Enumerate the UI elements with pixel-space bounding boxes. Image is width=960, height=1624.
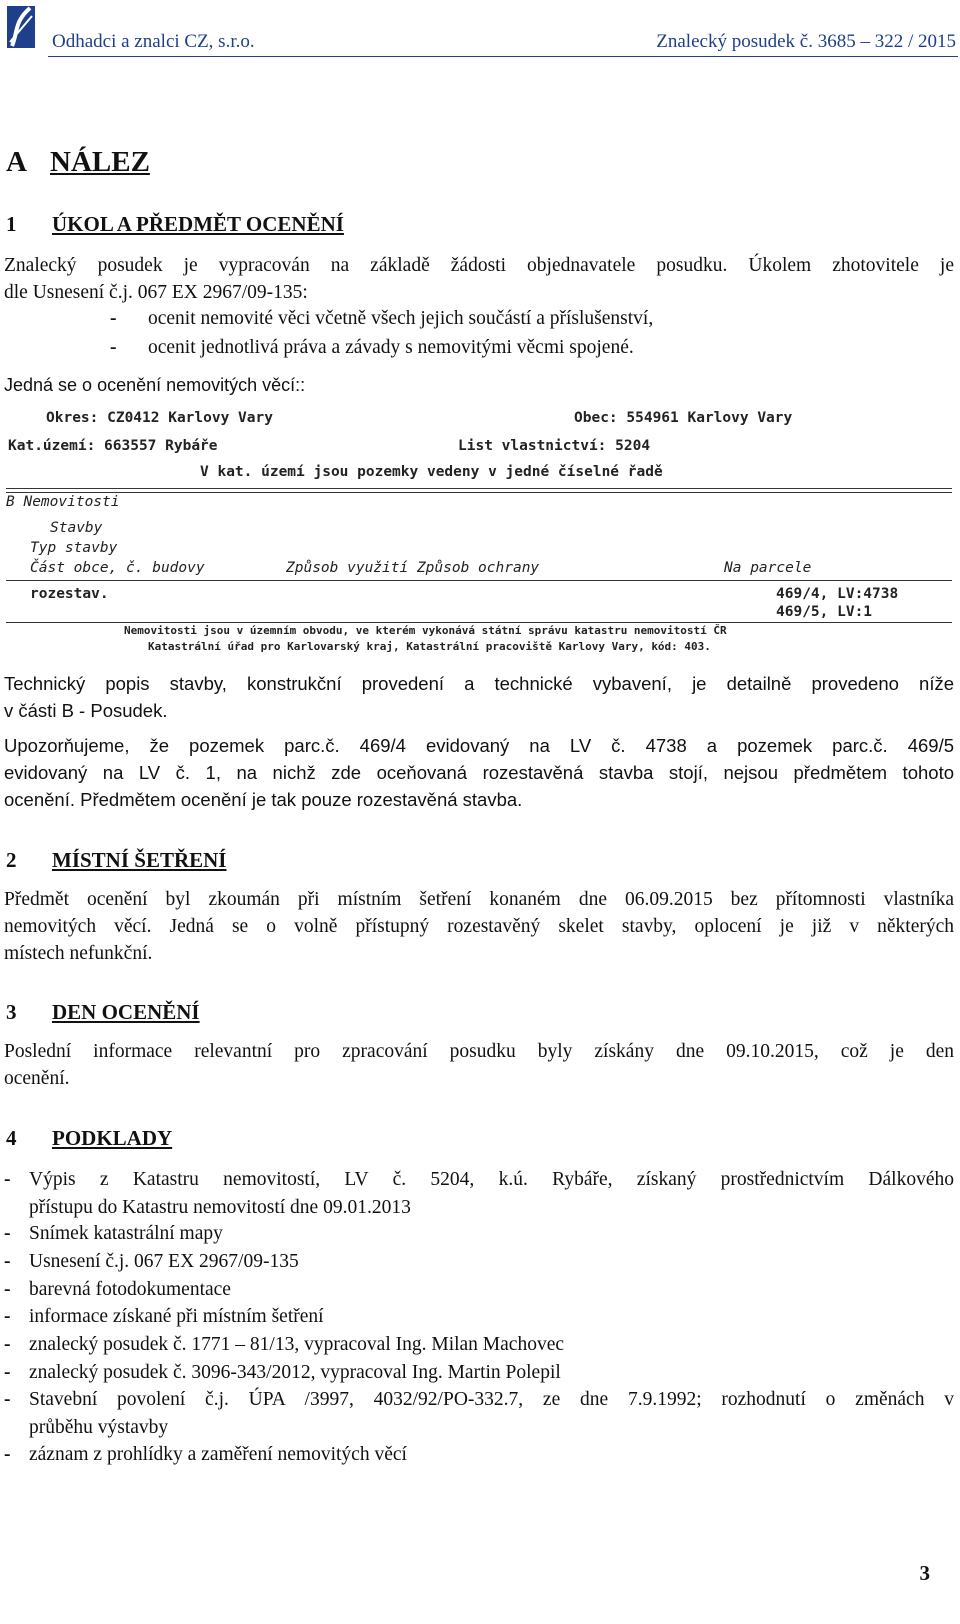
extract-col-use: Způsob využití Způsob ochrany (286, 560, 540, 576)
source-dash: - (4, 1389, 11, 1410)
section-2-heading (6, 848, 226, 873)
warn-line-3: ocenění. Předmětem ocenění je tak pouze rozestavěná stavba. (4, 789, 523, 810)
source-dash: - (4, 1223, 11, 1244)
source-line: Stavební povolení č.j. ÚPA /3997, 4032/92/PO-332.7, ze dne 7.9.1992; rozhodnutí o změnách v (29, 1389, 954, 1410)
extract-rule-bottom (6, 622, 952, 623)
section-1-number: 1 (6, 212, 17, 236)
technical-description (4, 670, 954, 724)
source-dash: - (4, 1169, 11, 1190)
company-name: Odhadci a znalci CZ, s.r.o. (52, 31, 255, 52)
extract-col-part: Část obce, č. budovy (30, 560, 205, 576)
task-dash: - (110, 337, 117, 358)
intro-line-2: dle Usnesení č.j. 067 EX 2967/09-135: (4, 282, 308, 303)
section-1-heading (6, 212, 344, 237)
extract-lv: List vlastnictví: 5204 (458, 438, 651, 454)
section-4-number: 4 (6, 1126, 17, 1150)
extract-row-type: rozestav. (30, 586, 109, 602)
source-text: znalecký posudek č. 3096-343/2012, vypracoval Ing. Martin Polepil (29, 1362, 561, 1383)
extract-parcel-2: 469/5, LV:1 (776, 604, 873, 620)
source-line: průběhu výstavby (29, 1416, 169, 1438)
source-text: Usnesení č.j. 067 EX 2967/09-135 (29, 1251, 299, 1272)
s2-line-3: místech nefunkční. (4, 943, 153, 964)
extract-footnote-2: Katastrální úřad pro Karlovarský kraj, Katastrální pracoviště Karlovy Vary, kód: 403. (148, 640, 711, 653)
source-text (29, 1166, 954, 1221)
extract-section-b: B Nemovitosti (6, 494, 120, 510)
warn-line-1: Upozorňujeme, že pozemek parc.č. 469/4 evidovaný na LV č. 4738 a pozemek parc.č. 469/5 (4, 735, 954, 756)
source-text (29, 1386, 954, 1441)
source-item (4, 1386, 954, 1442)
header-divider (48, 56, 958, 57)
section-4-heading (6, 1126, 172, 1151)
extract-rule-mid (6, 580, 952, 581)
source-dash: - (4, 1362, 11, 1383)
extract-rule-top (6, 488, 952, 489)
tech-line-2: v části B - Posudek. (4, 700, 168, 721)
source-line: Výpis z Katastru nemovitostí, LV č. 5204, k.ú. Rybáře, získaný prostřednictvím Dálkového (29, 1169, 954, 1190)
source-line: přístupu do Katastru nemovitostí dne 09.01.2013 (29, 1196, 411, 1218)
section-1-title: ÚKOL A PŘEDMĚT OCENĚNÍ (52, 212, 344, 236)
section-3-heading (6, 1000, 200, 1025)
source-dash: - (4, 1444, 11, 1465)
source-dash: - (4, 1279, 11, 1300)
extract-parcel-1: 469/4, LV:4738 (776, 586, 899, 602)
company-logo-icon (4, 2, 38, 52)
section-a-title: NÁLEZ (50, 146, 150, 178)
source-text: informace získané při místním šetření (29, 1306, 324, 1327)
page-number: 3 (919, 1561, 930, 1585)
valuation-lead: Jedná se o ocenění nemovitých věcí:: (4, 375, 306, 395)
s3-line-2: ocenění. (4, 1068, 70, 1089)
section-3-title: DEN OCENĚNÍ (52, 1000, 200, 1024)
source-text: Snímek katastrální mapy (29, 1223, 223, 1244)
source-text: znalecký posudek č. 1771 – 81/13, vypracoval Ing. Milan Machovec (29, 1334, 565, 1355)
intro-line-1: Znalecký posudek je vypracován na základě žádosti objednavatele posudku. Úkolem zhotovitele je (4, 255, 954, 276)
tech-line-1: Technický popis stavby, konstrukční provedení a technické vybavení, je detailně provedeno níže (4, 673, 954, 694)
task-text: ocenit jednotlivá práva a závady s nemovitými věcmi spojené. (148, 337, 634, 358)
page-header (0, 0, 960, 58)
extract-footnote-1: Nemovitosti jsou v územním obvodu, ve kterém vykonává státní správu katastru nemovitostí ČR (124, 624, 727, 637)
s3-line-1: Poslední informace relevantní pro zpracování posudku byly získány dne 09.10.2015, což je den (4, 1041, 954, 1062)
extract-note: V kat. území jsou pozemky vedeny v jedné číselné řadě (200, 464, 663, 480)
source-item (4, 1166, 954, 1222)
task-list (110, 304, 870, 362)
extract-typ: Typ stavby (30, 540, 118, 556)
extract-col-parcel: Na parcele (724, 560, 812, 576)
section-2-title: MÍSTNÍ ŠETŘENÍ (52, 848, 227, 872)
warn-line-2: evidovaný na LV č. 1, na nichž zde oceňovaná rozestavěná stavba stojí, nejsou předmětem tohoto (4, 762, 954, 783)
task-item (110, 304, 870, 333)
section-2-number: 2 (6, 848, 17, 872)
task-dash: - (110, 308, 117, 329)
extract-katuzemi: Kat.území: 663557 Rybáře (8, 438, 218, 454)
s2-line-2: nemovitých věcí. Jedná se o volně přístupný rozestavěný skelet stavby, oplocení je již v některých (4, 916, 954, 937)
source-dash: - (4, 1251, 11, 1272)
section-3-number: 3 (6, 1000, 17, 1024)
section-a-heading (6, 146, 150, 179)
section-3-text (4, 1038, 954, 1092)
extract-okres: Okres: CZ0412 Karlovy Vary (46, 410, 273, 426)
source-dash: - (4, 1334, 11, 1355)
cadastral-extract (4, 408, 954, 676)
section-a-letter: A (6, 146, 27, 178)
task-item (110, 333, 870, 362)
extract-stavby: Stavby (50, 520, 103, 536)
extract-rule-top2 (6, 492, 952, 493)
s2-line-1: Předmět ocenění byl zkoumán při místním šetření konaném dne 06.09.2015 bez přítomnosti vlastníka (4, 889, 954, 910)
source-text: záznam z prohlídky a zaměření nemovitých věcí (29, 1444, 407, 1465)
section-4-title: PODKLADY (52, 1126, 173, 1150)
extract-obec: Obec: 554961 Karlovy Vary (574, 410, 793, 426)
section-2-text (4, 886, 954, 967)
section-1-intro (4, 252, 954, 306)
warning-paragraph (4, 732, 954, 813)
source-dash: - (4, 1306, 11, 1327)
source-text: barevná fotodokumentace (29, 1279, 231, 1300)
report-number: Znalecký posudek č. 3685 – 322 / 2015 (656, 31, 956, 52)
task-text: ocenit nemovité věci včetně všech jejich součástí a příslušenství, (148, 308, 654, 329)
